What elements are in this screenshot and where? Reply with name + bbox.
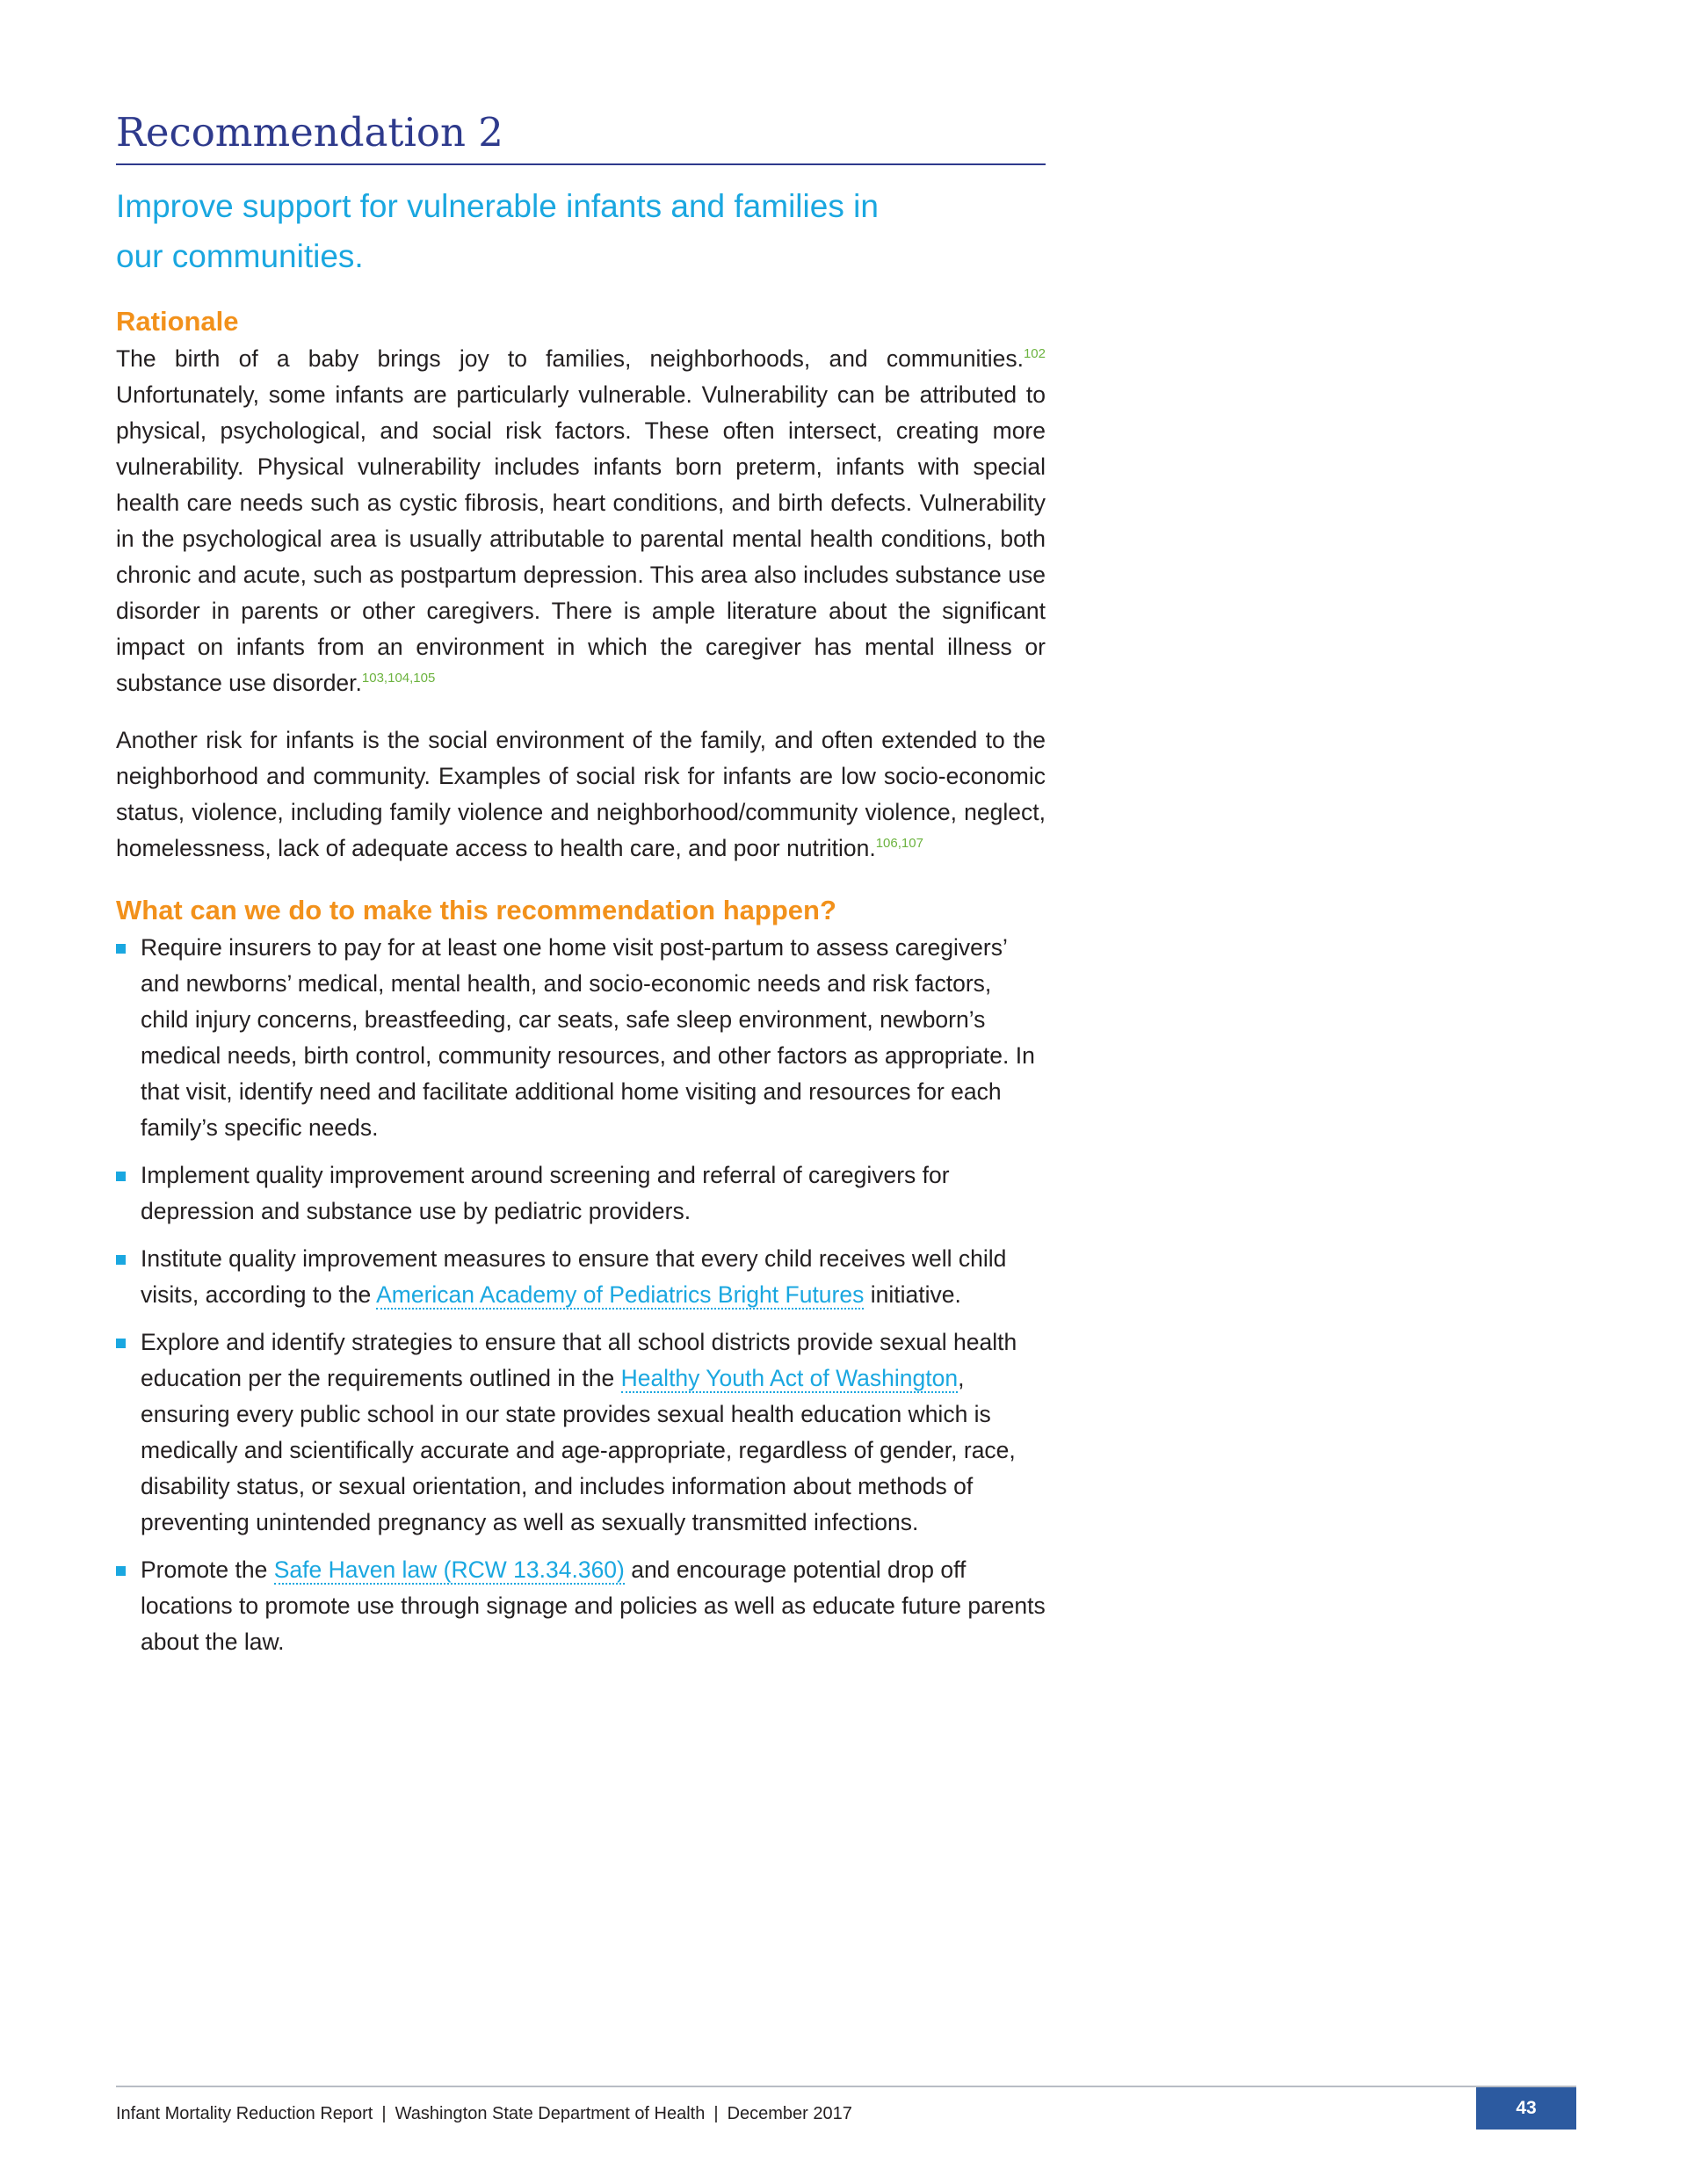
rationale-paragraph-1 [116, 341, 1046, 701]
actions-heading: What can we do to make this recommendation happen? [116, 895, 836, 925]
list-item [116, 930, 1046, 1146]
square-bullet-icon [116, 944, 126, 954]
rationale-heading: Rationale [116, 306, 239, 337]
footer-separator: | [713, 2104, 719, 2123]
action-item-5-text-a: Promote the [141, 1556, 274, 1583]
actions-list [116, 930, 1046, 1660]
footer-organization: Washington State Department of Health [395, 2104, 706, 2123]
footer-date: December 2017 [727, 2104, 852, 2123]
list-item [116, 1324, 1046, 1541]
list-item [116, 1241, 1046, 1313]
action-item-3-text-b: initiative. [864, 1281, 961, 1308]
footer-report-title: Infant Mortality Reduction Report [116, 2104, 373, 2123]
healthy-youth-act-link[interactable]: Healthy Youth Act of Washington [620, 1365, 959, 1391]
safe-haven-law-link[interactable]: Safe Haven law (RCW 13.34.360) [273, 1556, 625, 1583]
action-item-5-text-b: and encourage potential drop off locations to promote use through signage and policies as well as educate future parents about the law. [141, 1556, 1046, 1655]
footer-divider [116, 2086, 1576, 2087]
recommendation-subtitle: Improve support for vulnerable infants and families in our communities. [116, 188, 879, 274]
footer-separator: | [381, 2104, 387, 2123]
action-item-4-text-b: , ensuring every public school in our state provides sexual health education which is medically and scientifically accurate and age-appropriate, regardless of gender, race, disability status, or sexual orientation, and includes information about methods of preventing unintended pregnancy as well as sexually transmitted infections. [141, 1365, 1016, 1535]
rationale-p2-text: Another risk for infants is the social environment of the family, and often extended to the neighborhood and community. Examples of social risk for infants are low socio-economic status, violence, including family violence and neighborhood/community violence, neglect, homelessness, lack of adequate access to health care, and poor nutrition. [116, 727, 1046, 861]
recommendation-title: Recommendation 2 [116, 109, 503, 156]
list-item [116, 1552, 1046, 1660]
page-number-badge: 43 [1476, 2087, 1576, 2130]
rationale-paragraph-2 [116, 722, 1046, 867]
action-item-1-text: Require insurers to pay for at least one home visit post-partum to assess caregivers’ and newborns’ medical, mental health, and socio-economic needs and risk factors, child injury concerns, breastfeeding, car seats, safe sleep environment, newborn’s medical needs, birth control, community resources, and other factors as appropriate. In that visit, identify need and facilitate additional home visiting and resources for each family’s specific needs. [141, 934, 1035, 1141]
rationale-p1-text-b: Unfortunately, some infants are particularly vulnerable. Vulnerability can be attributed to physical, psychological, and social risk factors. These often intersect, creating more vulnerability. Physical vulnerability includes infants born preterm, infants with special health care needs such as cystic fibrosis, heart conditions, and birth defects. Vulnerability in the psychological area is usually attributable to parental mental health conditions, both chronic and acute, such as postpartum depression. This area also includes substance use disorder in parents or other caregivers. There is ample literature about the significant impact on infants from an environment in which the caregiver has mental illness or substance use disorder. [116, 381, 1046, 696]
action-item-3-text-a: Institute quality improvement measures to ensure that every child receives well child visits, according to the [141, 1245, 1007, 1308]
bright-futures-link[interactable]: American Academy of Pediatrics Bright Futures [376, 1281, 865, 1308]
action-item-4-text-a: Explore and identify strategies to ensure that all school districts provide sexual health education per the requirements outlined in the [141, 1329, 1017, 1391]
title-divider [116, 163, 1046, 165]
square-bullet-icon [116, 1339, 126, 1348]
citation-103-105: 103,104,105 [361, 671, 436, 686]
action-item-2-text: Implement quality improvement around screening and referral of caregivers for depression and substance use by pediatric providers. [141, 1162, 950, 1224]
page-footer [116, 2101, 852, 2127]
main-content [116, 104, 1046, 1672]
citation-102: 102 [1023, 346, 1046, 362]
square-bullet-icon [116, 1255, 126, 1265]
rationale-p1-text-a: The birth of a baby brings joy to families, neighborhoods, and communities. [116, 345, 1024, 372]
square-bullet-icon [116, 1172, 126, 1181]
square-bullet-icon [116, 1566, 126, 1576]
list-item [116, 1157, 1046, 1230]
citation-106-107: 106,107 [875, 836, 923, 852]
